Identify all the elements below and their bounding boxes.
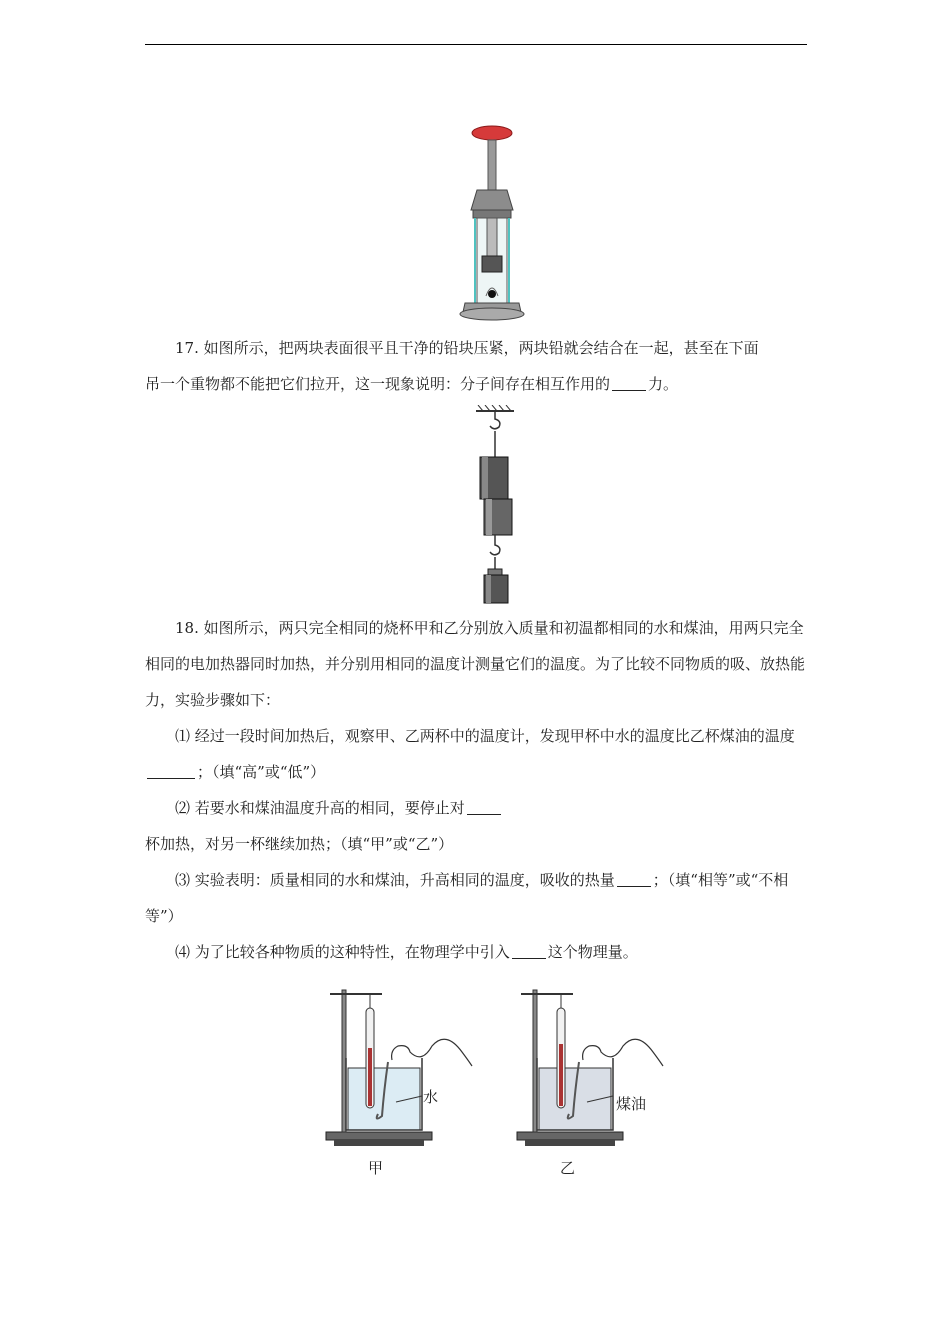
q18-p3-text: ⑶ 实验表明：质量相同的水和煤油，升高相同的温度，吸收的热量	[175, 871, 615, 889]
q18-p4-text: ⑷ 为了比较各种物质的这种特性，在物理学中引入	[175, 943, 510, 961]
caption-jia: 甲	[368, 1159, 384, 1177]
q18-p1-tail: ；（填“高”或“低”）	[197, 763, 326, 781]
q17-answer-blank[interactable]	[612, 375, 646, 391]
q17-line2	[145, 366, 807, 402]
fire-syringe-figure	[455, 120, 530, 325]
q18-p1-text: ⑴ 经过一段时间加热后，观察甲、乙两杯中的温度计，发现甲杯中水的温度比乙杯煤油的温度	[175, 727, 795, 745]
label-kerosene: 煤油	[616, 1095, 647, 1113]
q18-part4	[145, 934, 807, 970]
q18-intro-text: 18. 如图所示，两只完全相同的烧杯甲和乙分别放入质量和初温都相同的水和煤油，用两只完全相同的电加热器同时加热，并分别用相同的温度计测量它们的温度。为了比较不同物质的吸、放热能力，实验步骤如下：	[145, 619, 806, 709]
q18-p2-tail: 杯加热，对另一杯继续加热；（填“甲”或“乙”）	[145, 835, 454, 853]
q18-p1-blank[interactable]	[147, 763, 195, 779]
caption-yi: 乙	[560, 1159, 576, 1177]
q18-part3	[145, 862, 807, 934]
beaker-right-figure	[513, 980, 668, 1155]
q18-p3-blank[interactable]	[617, 871, 651, 887]
q18-part1	[145, 718, 807, 790]
q17-text-3: 力。	[648, 375, 679, 393]
header-rule	[145, 44, 807, 45]
q17-text-1: 17. 如图所示，把两块表面很平且干净的铅块压紧，两块铅就会结合在一起，甚至在下面	[175, 339, 759, 357]
q18-p2-blank[interactable]	[467, 799, 501, 815]
lead-blocks-figure	[470, 405, 530, 605]
q17-text-2: 吊一个重物都不能把它们拉开，这一现象说明：分子间存在相互作用的	[145, 375, 611, 393]
q18-intro	[145, 610, 807, 718]
q18-part2	[145, 790, 807, 862]
q18-p3-tail: ；（填“相等”或“不相等”）	[145, 871, 789, 925]
q18-p4-blank[interactable]	[512, 943, 546, 959]
q17-line1	[145, 330, 807, 366]
q18-p2-text: ⑵ 若要水和煤油温度升高的相同，要停止对	[175, 799, 465, 817]
beaker-left-figure	[322, 980, 477, 1155]
label-water: 水	[423, 1088, 439, 1106]
q18-p4-tail: 这个物理量。	[547, 943, 638, 961]
